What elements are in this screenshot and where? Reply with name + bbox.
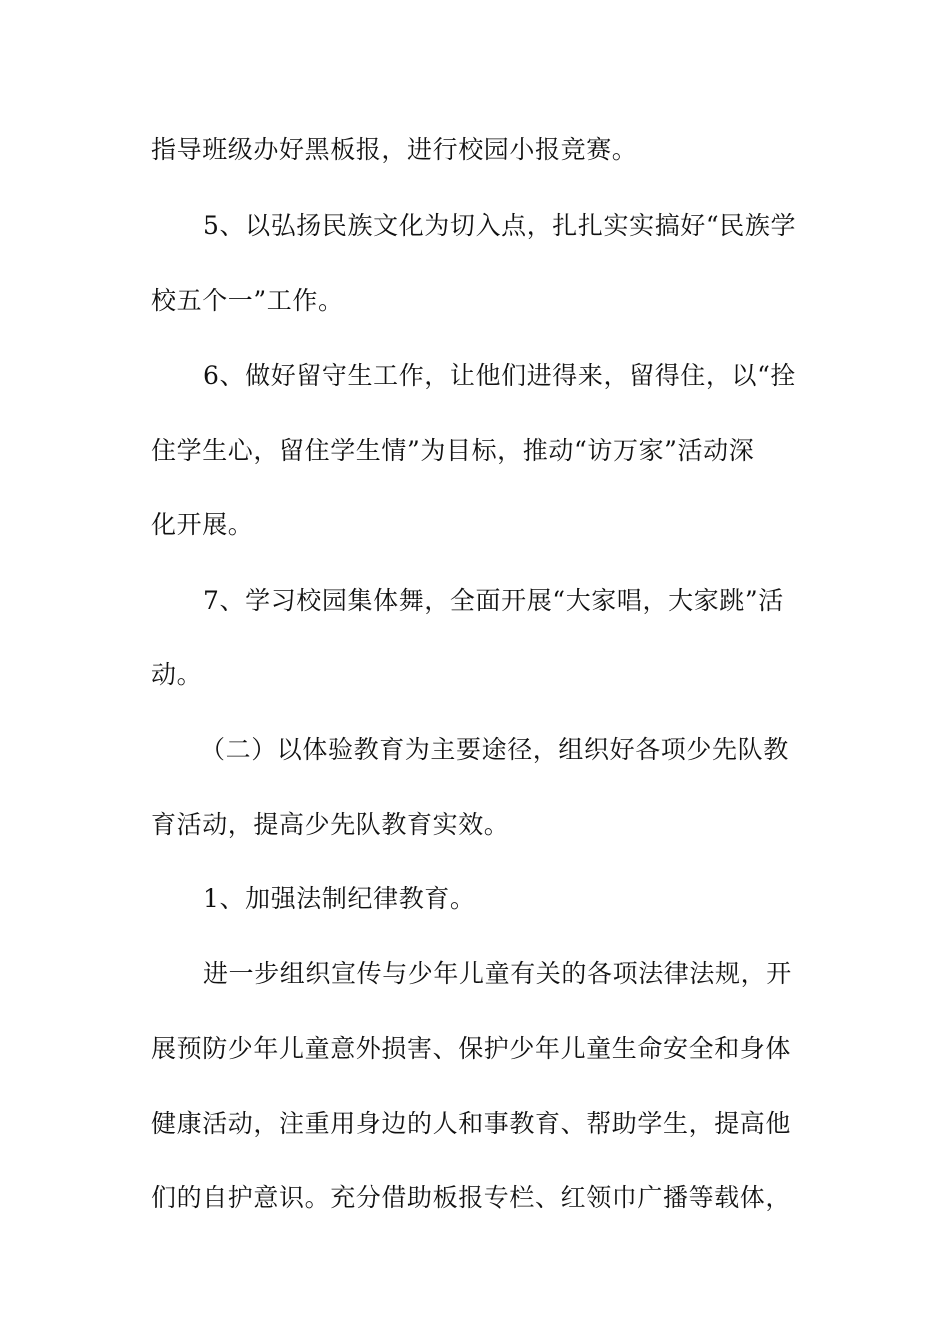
paragraph-7-start: 7、学习校园集体舞，全面开展“大家唱，大家跳”活 <box>203 586 784 615</box>
section-heading-2: （二）以体验教育为主要途径，组织好各项少先队教 <box>200 735 789 764</box>
text-line: 指导班级办好黑板报，进行校园小报竞赛。 <box>151 135 638 164</box>
text-line: 健康活动，注重用身边的人和事教育、帮助学生，提高他 <box>151 1109 792 1138</box>
text-line: 住学生心，留住学生情”为目标，推动“访万家”活动深 <box>151 436 755 465</box>
paragraph-5-start: 5、以弘扬民族文化为切入点，扎扎实实搞好“民族学 <box>203 211 797 240</box>
paragraph-start: 进一步组织宣传与少年儿童有关的各项法律法规，开 <box>203 959 792 988</box>
text-line: 育活动，提高少先队教育实效。 <box>151 810 510 839</box>
text-line: 动。 <box>151 660 203 689</box>
subheading-1: 1、加强法制纪律教育。 <box>203 884 476 913</box>
text-line: 校五个一”工作。 <box>151 286 344 315</box>
text-line: 们的自护意识。充分借助板报专栏、红领巾广播等载体， <box>151 1183 792 1212</box>
paragraph-6-start: 6、做好留守生工作，让他们进得来，留得住，以“拴 <box>203 361 797 390</box>
text-line: 展预防少年儿童意外损害、保护少年儿童生命安全和身体 <box>151 1034 792 1063</box>
text-line: 化开展。 <box>151 510 254 539</box>
